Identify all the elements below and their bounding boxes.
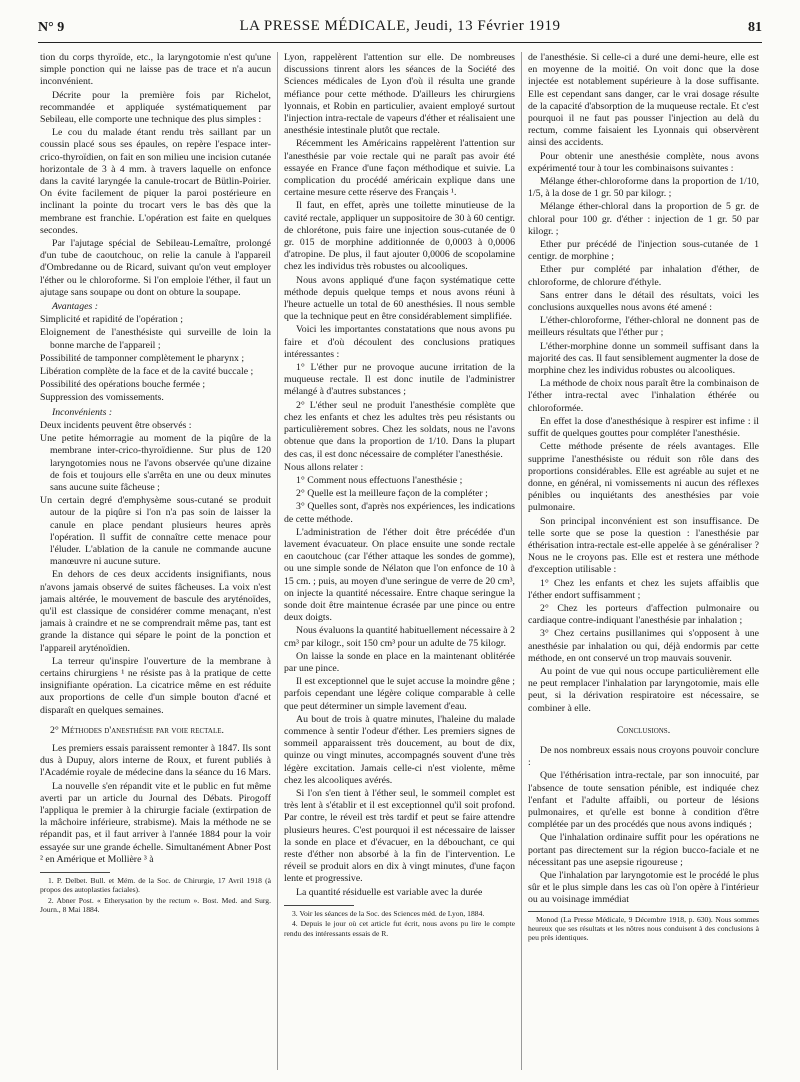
- paragraph: Décrite pour la première fois par Richelot, recommandée et appliquée systématiquement par Sebileau, elle comporte une technique des plus simples :: [40, 89, 271, 126]
- paragraph: Au point de vue qui nous occupe particulièrement elle ne peut remplacer l'inhalation par laryngotomie, mais elle peut, si la dérivation respiratoire est nécessaire, se combiner à elle.: [528, 665, 759, 714]
- paragraph: Deux incidents peuvent être observés :: [40, 419, 192, 431]
- column-1: [40, 52, 271, 1070]
- paragraph: Ether pur précédé de l'injection sous-cutanée de 1 centigr. de morphine ;: [528, 239, 759, 263]
- paragraph: Nous allons relater :: [284, 461, 364, 473]
- paragraph: Mélange éther-chloroforme dans la proportion de 1/10, 1/5, à la dose de 1 gr. 50 par kilogr. ;: [528, 176, 759, 200]
- paragraph: Il est exceptionnel que le sujet accuse la moindre gêne ; parfois cependant une légère colique comparable à celle que peut déterminer un simple lavement d'eau.: [284, 676, 515, 712]
- paragraph: Voici les importantes constatations que nous avons pu faire et d'où découlent des conclusions pratiques intéressantes :: [284, 324, 515, 360]
- page-number: 81: [748, 20, 762, 35]
- page-header: [38, 14, 762, 43]
- paragraph: Libération complète de la face et de la cavité buccale ;: [40, 366, 254, 378]
- paragraph: Cette méthode présente de réels avantages. Elle supprime l'anesthésiste ou réduit son rôle dans des proportions considérables. Elle est agréable au sujet et ne donne, en général, ni vomissements ni aucun des réflexes pénibles ou inquiétants des anesthésies par voie pulmonaire.: [528, 441, 759, 514]
- footnotes: [284, 909, 515, 938]
- paragraph: Nous avons appliqué d'une façon systématique cette méthode depuis quelque temps et nous avons réuni à l'heure actuelle un total de 60 anesthésies. Il nous semble que la technique peut en être considérablement simplifiée.: [284, 274, 515, 323]
- paragraph: Une petite hémorragie au moment de la piqûre de la membrane inter-crico-thyroïdienne. Sur plus de 120 laryngotomies nous ne l'avons observée qu'une dizaine de fois et toujours elle s'arrêta en une ou deux minutes sans aucune suite fâcheuse ;: [40, 433, 271, 493]
- footnote: 4. Depuis le jour où cet article fut écrit, nous avons pu lire le compte rendu des intéressants essais de R.: [284, 919, 515, 938]
- paragraph: Pour obtenir une anesthésie complète, nous avons expérimenté tour à tour les combinaisons suivantes :: [528, 150, 759, 174]
- subheading: Avantages :: [52, 301, 98, 313]
- paragraph: Son principal inconvénient est son insuffisance. De telle sorte que se pose la question : l'anesthésie par éthérisation intra-rectale est-elle appelée à se généraliser ? Nous ne le croyons pas. Elle est et restera une méthode d'exception utilisable :: [528, 515, 759, 576]
- paragraph: L'administration de l'éther doit être précédée d'un lavement évacuateur. On place ensuite une sonde rectale en caoutchouc (car l'éther attaque les sondes de gomme), ou une simple sonde de Nélaton que l'on enfonce de 10 à 15 cm. ; puis, au moyen d'une seringue de verre de 20 cm³, on injecte la quantité nécessaire. Entre chaque seringue la sonde doit être maintenue écrasée par une pince ou entre deux doigts.: [284, 526, 515, 624]
- paragraph: tion du corps thyroïde, etc., la laryngotomie n'est qu'une simple ponction qui ne laisse pas de trace et n'a aucun inconvénient.: [40, 52, 271, 88]
- column-body: [40, 52, 271, 866]
- paragraph: Que l'inhalation ordinaire suffit pour les opérations ne portant pas directement sur la région bucco-faciale et ne nécessitant pas une asepsie rigoureuse ;: [528, 832, 759, 868]
- paragraph: Mélange éther-chloral dans la proportion de 5 gr. de chloral pour 100 gr. d'éther : injection de 1 gr. 50 par kilogr. ;: [528, 201, 759, 237]
- paragraph: 1° Chez les enfants et chez les sujets affaiblis que l'éther endort suffisamment ;: [528, 577, 759, 601]
- paragraph: Simplicité et rapidité de l'opération ;: [40, 314, 183, 326]
- paragraph: Un certain degré d'emphysème sous-cutané se produit autour de la piqûre si l'on n'a pas soin de laisser la canule en place pendant plusieurs heures après l'opération. Il suffit de connaître cette menace pour l'éluder. L'ablation de la canule ne commande aucune manœuvre ni aucune suture.: [40, 495, 271, 568]
- paragraph: Ether pur complété par inhalation d'éther, de chloroforme, de chlorure d'éthyle.: [528, 264, 759, 288]
- paragraph: 3° Quelles sont, d'après nos expériences, les indications de cette méthode.: [284, 501, 515, 525]
- paragraph: En effet la dose d'anesthésique à respirer est infime : il suffit de quelques gouttes pour compléter l'anesthésie.: [528, 415, 759, 440]
- paragraph: Si l'on s'en tient à l'éther seul, le sommeil complet est très lent à s'établir et il est exceptionnel qu'il soit profond. Par contre, le réveil est très tardif et peut se faire attendre plusieurs heures. C'est pourquoi il est nécessaire de laisser la sonde en place et d'évacuer, en la débouchant, ce qui reste d'éther non absorbé à la fin de l'intervention. Le réveil se produit alors en dix à vingt minutes, d'une façon lente et progressive.: [284, 787, 515, 885]
- paragraph: Possibilité des opérations bouche fermée ;: [40, 379, 206, 391]
- paragraph: Que l'éthérisation intra-rectale, par son innocuité, par l'absence de toute sensation pénible, est indiquée chez l'enfant et l'adulte affaibli, ou porteur de lésions pulmonaires, et qu'elle est bonne à condition d'être complétée par un des procédés que nous avons indiqués ;: [528, 770, 759, 831]
- paragraph: Eloignement de l'anesthésiste qui surveille de loin la bonne marche de l'appareil ;: [40, 327, 271, 351]
- paragraph: En dehors de ces deux accidents insignifiants, nous n'avons jamais observé de suites fâcheuses. La voix n'est jamais altérée, le mouvement de bascule des aryténoïdes, qu'il est classique de considérer comme menaçant, n'est jamais à craindre et ne se comprendrait même pas, tant est grande la distance qui sépare le point de la ponction et l'appareil aryténoïdien.: [40, 569, 271, 654]
- paragraph: 2° Chez les porteurs d'affection pulmonaire ou cardiaque contre-indiquant l'anesthésie par inhalation ;: [528, 602, 759, 627]
- paragraph: 2° L'éther seul ne produit l'anesthésie complète que chez les enfants et chez les adultes très peu résistants ou particulièrement sobres. Chez les soldats, nous ne l'avons obtenue que dans la proportion de 1/10. Dans la plupart des cas, il est donc nécessaire de compléter l'anesthésie.: [284, 399, 515, 460]
- section-heading: Conclusions.: [616, 724, 671, 736]
- paragraph: Possibilité de tamponner complètement le pharynx ;: [40, 352, 245, 364]
- footnotes: [40, 876, 271, 915]
- column-3: [528, 52, 759, 1070]
- subheading: Inconvénients :: [52, 406, 113, 418]
- column-divider: [521, 52, 522, 1070]
- column-body: [528, 52, 759, 907]
- paragraph: 1° L'éther pur ne provoque aucune irritation de la muqueuse rectale. Il est donc inutile de l'administrer mélangé à d'autres substances ;: [284, 362, 515, 398]
- paragraph: Sans entrer dans le détail des résultats, voici les conclusions auxquelles nous avons été amené :: [528, 289, 759, 314]
- paragraph: 1° Comment nous effectuons l'anesthésie ;: [296, 474, 463, 486]
- footnote-rule: [40, 872, 110, 873]
- section-heading: 2° Méthodes d'anesthésie par voie rectale.: [50, 724, 224, 736]
- paragraph: La terreur qu'inspire l'ouverture de la membrane à certains chirurgiens ¹ ne résiste pas à la pratique de cette insignifiante opération. La cicatrice même en est réduite aux proportions de celle d'un simple bouton d'acné et disparaît en quelques semaines.: [40, 655, 271, 716]
- paragraph: L'éther-chloroforme, l'éther-chloral ne donnent pas de meilleurs résultats que l'éther pur ;: [528, 315, 759, 339]
- footnote: Monod (La Presse Médicale, 9 Décembre 1918, p. 630). Nous sommes heureux que ses résultats et les nôtres nous conduisent à des conclusions à peu près identiques.: [528, 914, 759, 943]
- paragraph: Par l'ajutage spécial de Sebileau-Lemaître, prolongé d'un tube de caoutchouc, on relie la canule à l'appareil d'Ombredanne ou de Ricard, suivant qu'on veut employer l'éther ou le chloroforme. Si l'on emploie l'éther, il faut un ajutage sans soupape ou dont on obture la soupape.: [40, 238, 271, 298]
- paragraph: Nous évaluons la quantité habituellement nécessaire à 2 cm³ par kilogr., soit 150 cm³ pour un adulte de 75 kilogr.: [284, 625, 515, 649]
- footnote: 3. Voir les séances de la Soc. des Sciences méd. de Lyon, 1884.: [292, 908, 485, 918]
- paragraph: La méthode de choix nous paraît être la combinaison de l'éther intra-rectal avec l'inhalation éthérée ou chloroformée.: [528, 378, 759, 414]
- paragraph: Que l'inhalation par laryngotomie est le procédé le plus sûr et le plus simple dans les cas où l'on opère à l'intérieur ou au voisinage immédiat: [528, 870, 759, 906]
- paragraph: La quantité résiduelle est variable avec la durée: [296, 886, 483, 898]
- footnote-rule: [284, 905, 354, 906]
- journal-title: LA PRESSE MÉDICALE, Jeudi, 13 Février 1919: [239, 18, 561, 34]
- paragraph: Les premiers essais paraissent remonter à 1847. Ils sont dus à Dupuy, alors interne de Roux, et furent publiés à l'Académie royale de médecine dans la séance du 16 Mars.: [40, 742, 271, 779]
- paragraph: Lyon, rappelèrent l'attention sur elle. De nombreuses discussions tinrent alors les séances de la Société des Sciences médicales de Lyon d'où il résulta une grande méfiance pour cette méthode. D'ailleurs les chirurgiens lyonnais, et Robin en particulier, avaient employé surtout l'injection intra-rectale de vapeurs d'éther et réalisaient une anesthésie intestinale plutôt que rectale.: [284, 52, 515, 137]
- paragraph: Il faut, en effet, après une toilette minutieuse de la cavité rectale, appliquer un suppositoire de 30 à 60 centigr. de chlorétone, puis faire une injection sous-cutanée de 0 gr. 015 de morphine additionnée de 0,0003 à 0,0006 d'atropine. De plus, il faut ajouter 0,0006 de scopolamine chez les individus très robustes ou alcooliques.: [284, 200, 515, 273]
- issue-number: N° 9: [38, 20, 65, 35]
- paragraph: L'éther-morphine donne un sommeil suffisant dans la majorité des cas. Il faut sensiblement augmenter la dose de morphine chez les individus robustes ou alcooliques.: [528, 340, 759, 377]
- paragraph: de l'anesthésie. Si celle-ci a duré une demi-heure, elle est en moyenne de la moitié. On voit donc que la dose injectée est notablement supérieure à la dose suffisante. Elle est cependant sans danger, car le vrai dosage résulte de la capacité d'absorption de la muqueuse rectale. Et c'est pourquoi il ne faut pas pousser l'injection au delà du rectum, comme faisaient les Lyonnais qui observèrent ainsi des accidents.: [528, 52, 759, 149]
- paragraph: On laisse la sonde en place en la maintenant oblitérée par une pince.: [284, 650, 515, 674]
- paragraph: Le cou du malade étant rendu très saillant par un coussin placé sous ses épaules, on repère l'espace inter-crico-thyroïdien, on fait en son milieu une incision cutanée horizontale de 3 à 4 mm. à travers laquelle on enfonce dans la cavité laryngée la canule-trocart de Bütlin-Poirier. On évite facilement de piquer la paroi postérieure en inclinant la pointe du trocart vers le bas dès que la membrane est franchie. L'opération est faite en quelques secondes.: [40, 127, 271, 236]
- footnotes: [528, 911, 759, 943]
- column-divider: [277, 52, 278, 1070]
- column-body: [284, 52, 515, 899]
- paragraph: Récemment les Américains rappelèrent l'attention sur l'anesthésie par voie rectale qui ne paraît pas avoir été essayée en France d'une façon méthodique et suivie. La complication du procédé américain explique dans une certaine mesure cette réserve des Français ¹.: [284, 138, 515, 199]
- paragraph: 2° Quelle est la meilleure façon de la compléter ;: [296, 488, 488, 500]
- paragraph: 3° Chez certains pusillanimes qui s'opposent à une anesthésie par inhalation ou qui, déjà endormis par cette méthode, en ont conservé un trop mauvais souvenir.: [528, 628, 759, 664]
- paragraph: Au bout de trois à quatre minutes, l'haleine du malade commence à sentir l'odeur d'éther. Les premiers signes de sommeil apparaissent très doucement, au bout de dix, quinze ou vingt minutes, accompagnés souvent d'une très légère excitation. Jamais celle-ci n'est violente, même chez les alcooliques avérés.: [284, 713, 515, 786]
- footnote: 2. Abner Post. « Etherysation by the rectum ». Bost. Med. and Surg. Journ., 8 Mai 1884.: [40, 895, 271, 915]
- footnote: 1. P. Delbet. Bull. et Mém. de la Soc. de Chirurgie, 17 Avril 1918 (à propos des autoplasties faciales).: [40, 876, 271, 895]
- column-2: [284, 52, 515, 1070]
- paragraph: La nouvelle s'en répandit vite et le public en fut même averti par un article du Journal des Débats. Pirogoff l'appliqua le premier à la chirurgie faciale (extirpation de la mâchoire inférieure, strabisme). Mais la méthode ne se répandit pas, et il faut arriver à l'année 1884 pour la voir essayée sur une grande échelle. Simultanément Abner Post ² en Amérique et Mollière ³ à: [40, 780, 271, 865]
- paragraph: Suppression des vomissements.: [40, 392, 164, 404]
- paragraph: De nos nombreux essais nous croyons pouvoir conclure :: [528, 744, 759, 769]
